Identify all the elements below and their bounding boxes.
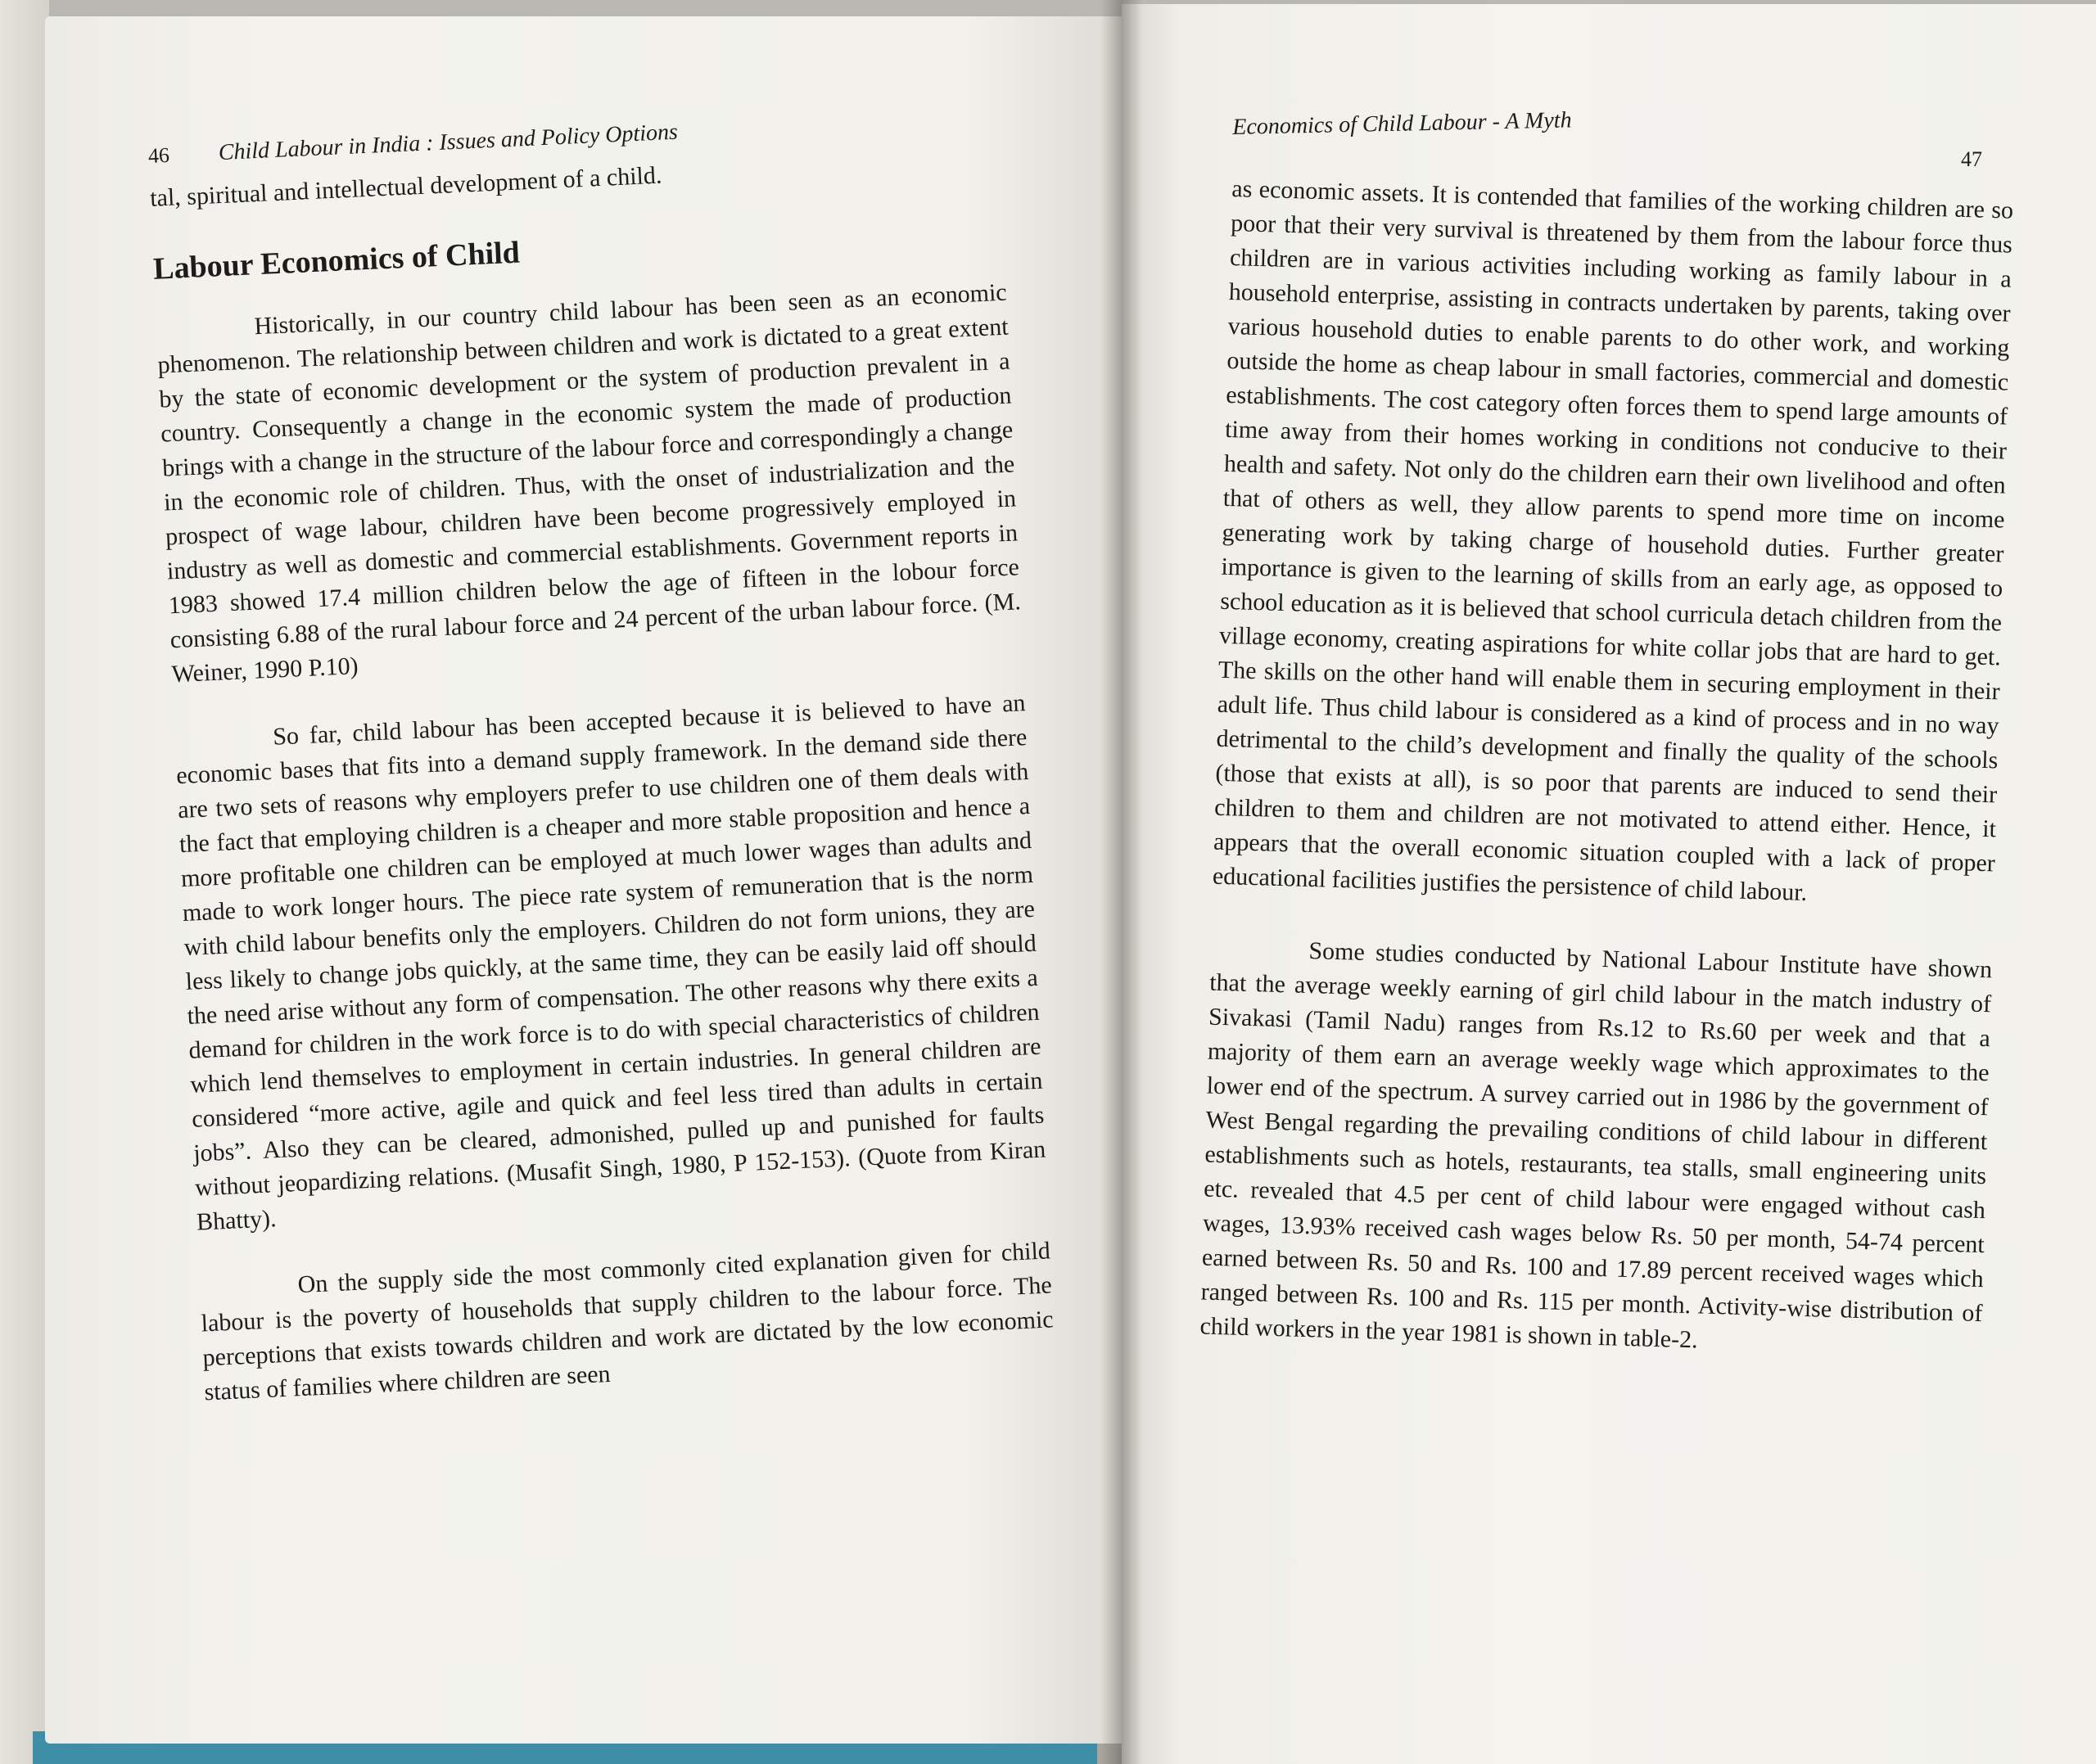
left-running-head-title: Child Labour in India : Issues and Policy Options — [218, 119, 679, 166]
right-running-head: Economics of Child Labour - A Myth — [1232, 107, 1572, 140]
left-paragraph-1: Historically, in our country child labour has been seen as an economic phenomenon. The relationship between children and work is dictated to a great extent by the state of economic development or the system of production prevalent in a country. Consequently a change in the economic system the made of production brings with a change in the structure of the labour force and correspondingly a change in the economic role of children. Thus, with the onset of industrialization and the prospect of wage labour, children have been become progressively employed in industry as well as domestic and commercial establishments. Government reports in 1983 showed 17.4 million children below the age of fifteen in the lobour force consisting 6.88 of the rural labour force and 24 percent of the urban labour force. (M. Weiner, 1990 P.10) — [156, 278, 1022, 688]
right-paragraph-1: as economic assets. It is contended that families of the working children are so poor that their very survival is threatened by them from the labour force thus children are in various activities including working as family labour in a household enterprise, assisting in contracts undertaken by parents, taking over various household duties to enable parents to do other work, and working outside the home as cheap labour in small factories, commercial and domestic establishments. The cost category often forces them to spend large amounts of time away from their homes working in conditions not conducive to their health and safety. Not only do the children earn their own livelihood and often that of others as well, they allow parents to spend more time on income generating work by taking charge of household duties. Further greater importance is given to the learning of skills from an early age, as opposed to school education as it is believed that school curricula detach children from the village economy, creating aspirations for white collar jobs that are hard to get. The skills on the other hand will enable them in securing employment in their adult life. Thus child labour is considered as a kind of process and in no way detrimental to the child’s development and finally the quality of the schools (those that exists at all), is so poor that parents are induced to send their children to them and children are not motivated to attend either. Hence, it appears that the overall economic situation coupled with a lack of proper educational facilities justifies the persistence of child labour. — [1212, 174, 2014, 906]
right-page-text — [1199, 172, 2014, 1403]
right-paragraph-2: Some studies conducted by National Labour Institute have shown that the average weekly earning of girl child labour in the match industry of Sivakasi (Tamil Nadu) ranges from Rs.12 to Rs.60 per week and that a majority of them earn an average weekly wage which approximates to the lower end of the spectrum. A survey carried out in 1986 by the government of West Bengal regarding the prevailing conditions of child labour in different establishments such as hotels, restaurants, tea stalls, small engineering units etc. revealed that 4.5 per cent of child labour were engaged without cash wages, 13.93% received cash wages below Rs. 50 per month, 54-74 percent earned between Rs. 50 and Rs. 100 and 17.89 percent received wages which ranged between Rs. 100 and Rs. 115 per month. Activity-wise distribution of child workers in the year 1981 is shown in table-2. — [1199, 936, 1993, 1354]
left-paragraph-2: So far, child labour has been accepted because it is believed to have an economic bases that fits into a demand supply framework. In the demand side there are two sets of reasons why employers prefer to use children one of them deals with the fact that employing children is a cheaper and more stable proposition and hence a more profitable one children can be employed at much lower wages than adults and made to work longer hours. The piece rate system of remuneration that is the norm with child labour benefits only the employers. Children do not form unions, they are less likely to change jobs quickly, at the same time, they can be easily laid off should the need arise without any form of compensation. The other reasons why there exits a demand for children in the work force is to do with special characteristics of children which lend themselves to employment in certain industries. In general children are considered “more active, agile and quick and feel less tired than adults in certain jobs”. Also they can be cleared, admonished, pulled up and punished for faults without jeopardizing relations. (Musafit Singh, 1980, P 152-153). (Quote from Kiran Bhatty). — [175, 689, 1046, 1236]
section-heading: Labour Economics of Child — [152, 235, 521, 286]
opening-fragment: tal, spiritual and intellectual development of a child. — [149, 161, 663, 212]
background-edge — [0, 0, 49, 1764]
book-gutter — [1101, 0, 1142, 1764]
left-paragraph-3: On the supply side the most commonly cited explanation given for child labour is the poverty of households that supply children to the labour force. The perceptions that exists towards children and work are dictated by the low economic status of families where children are seen — [200, 1237, 1055, 1406]
left-page-number: 46 — [147, 142, 170, 168]
left-page-text — [147, 101, 1057, 1443]
right-page-number: 47 — [1961, 147, 1982, 171]
